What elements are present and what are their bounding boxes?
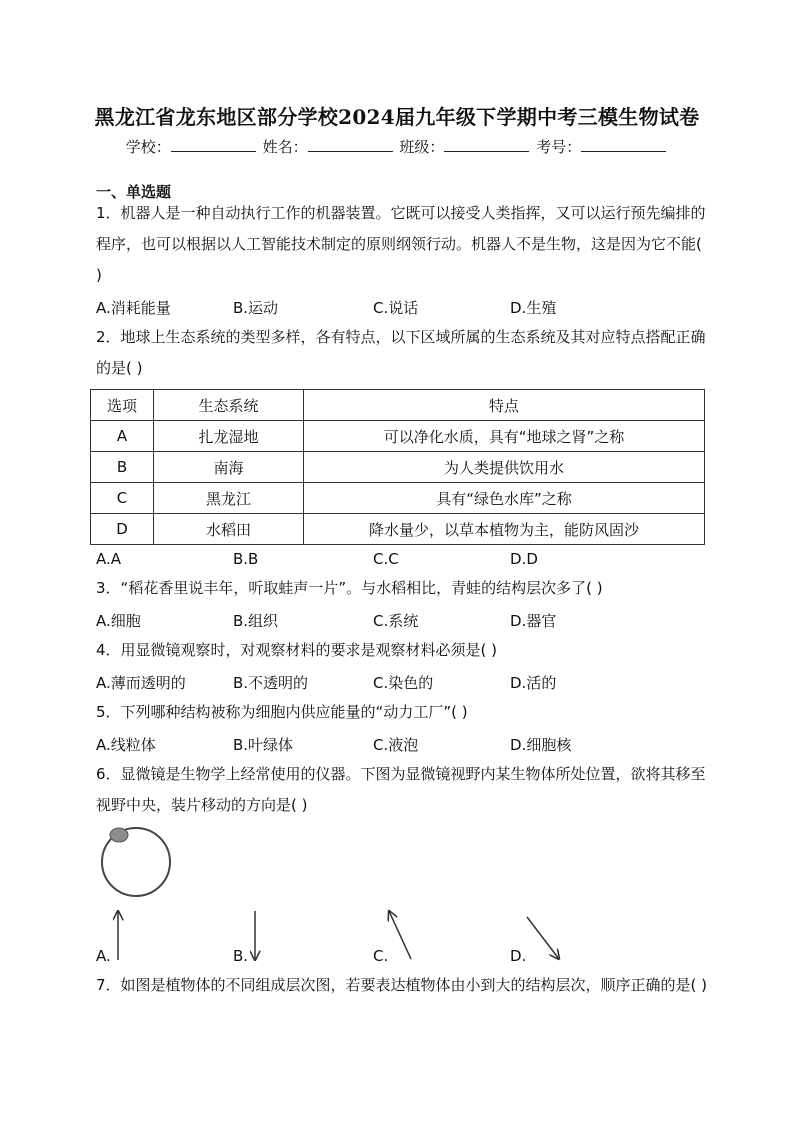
table-header: 特点 bbox=[304, 390, 705, 421]
section-heading: 一、单选题 bbox=[96, 183, 172, 201]
option-a[interactable]: A.A bbox=[96, 550, 122, 568]
question-7: 7．如图是植物体的不同组成层次图，若要表达植物体由小到大的结构层次，顺序正确的是( ) bbox=[96, 976, 708, 994]
option-d[interactable]: D.细胞核 bbox=[510, 736, 572, 754]
question-4: 4．用显微镜观察时，对观察材料的要求是观察材料必须是( ) bbox=[96, 641, 498, 659]
option-c[interactable]: C.C bbox=[373, 550, 399, 568]
question-3: 3．“稻花香里说丰年，听取蛙声一片”。与水稻相比，青蛙的结构层次多了( ) bbox=[96, 579, 603, 597]
arrow-down-right-icon[interactable] bbox=[527, 917, 559, 959]
question-2: 2．地球上生态系统的类型多样，各有特点，以下区域所属的生态系统及其对应特点搭配正确的是( ) bbox=[96, 328, 706, 377]
option-d[interactable]: D.器官 bbox=[510, 612, 557, 630]
table-cell: 水稻田 bbox=[154, 514, 304, 545]
option-a[interactable]: A.消耗能量 bbox=[96, 299, 171, 317]
table-cell: D bbox=[91, 514, 154, 545]
table-cell: B bbox=[91, 452, 154, 483]
option-d[interactable]: D.活的 bbox=[510, 674, 557, 692]
option-c[interactable]: C.系统 bbox=[373, 612, 419, 630]
table-cell: 黑龙江 bbox=[154, 483, 304, 514]
question-6: 6．显微镜是生物学上经常使用的仪器。下图为显微镜视野内某生物体所处位置，欲将其移至视野中央，装片移动的方向是( ) bbox=[96, 765, 706, 814]
class-label: 班级： bbox=[399, 138, 445, 156]
table-cell: 降水量少，以草本植物为主，能防风固沙 bbox=[304, 514, 705, 545]
table-header: 选项 bbox=[91, 390, 154, 421]
option-a[interactable]: A. bbox=[96, 947, 111, 965]
option-c[interactable]: C.染色的 bbox=[373, 674, 434, 692]
option-c[interactable]: C. bbox=[373, 947, 389, 965]
table-cell: C bbox=[91, 483, 154, 514]
option-b[interactable]: B.运动 bbox=[233, 299, 279, 317]
exam-title: 黑龙江省龙东地区部分学校2024届九年级下学期中考三模生物试卷 bbox=[94, 105, 700, 129]
option-c[interactable]: C.说话 bbox=[373, 299, 419, 317]
table-cell: 为人类提供饮用水 bbox=[304, 452, 705, 483]
table-cell: 可以净化水质，具有“地球之肾”之称 bbox=[304, 421, 705, 452]
option-a[interactable]: A.线粒体 bbox=[96, 736, 156, 754]
arrow-up-left-icon[interactable] bbox=[389, 911, 411, 959]
table-cell: A bbox=[91, 421, 154, 452]
question-5: 5．下列哪种结构被称为细胞内供应能量的“动力工厂”( ) bbox=[96, 703, 468, 721]
table-cell: 具有“绿色水库”之称 bbox=[304, 483, 705, 514]
option-d[interactable]: D. bbox=[510, 947, 527, 965]
question-1: 1．机器人是一种自动执行工作的机器装置。它既可以接受人类指挥，又可以运行预先编排的程序，也可以根据以人工智能技术制定的原则纲领行动。机器人不是生物，这是因为它不能( ) bbox=[96, 204, 706, 284]
school-label: 学校： bbox=[125, 138, 171, 156]
option-a[interactable]: A.细胞 bbox=[96, 612, 141, 630]
exam-number-label: 考号： bbox=[536, 138, 582, 156]
option-b[interactable]: B.不透明的 bbox=[233, 674, 309, 692]
option-a[interactable]: A.薄而透明的 bbox=[96, 674, 186, 692]
option-b[interactable]: B.叶绿体 bbox=[233, 736, 294, 754]
option-d[interactable]: D.生殖 bbox=[510, 299, 557, 317]
table-cell: 南海 bbox=[154, 452, 304, 483]
name-label: 姓名： bbox=[262, 138, 308, 156]
option-b[interactable]: B.B bbox=[233, 550, 259, 568]
option-b[interactable]: B. bbox=[233, 947, 249, 965]
option-b[interactable]: B.组织 bbox=[233, 612, 279, 630]
table-header: 生态系统 bbox=[154, 390, 304, 421]
option-d[interactable]: D.D bbox=[510, 550, 538, 568]
option-c[interactable]: C.液泡 bbox=[373, 736, 419, 754]
table-cell: 扎龙湿地 bbox=[154, 421, 304, 452]
